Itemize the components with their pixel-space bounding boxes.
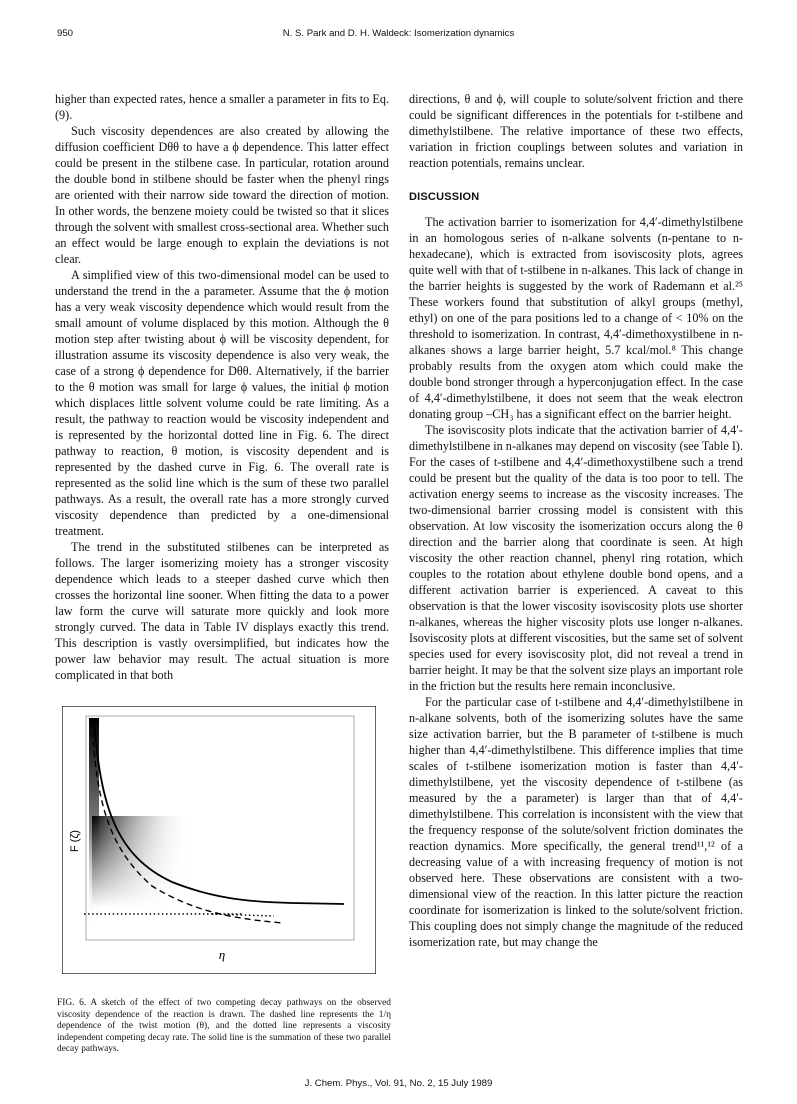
section-heading-discussion: DISCUSSION (409, 191, 480, 203)
left-paragraph-2: Such viscosity dependences are also created by allowing the diffusion coefficient Dθθ to have a ϕ dependence. This latter effect could be present in the stilbene case. In particular, rotation around the double bond in stilbene should be faster when the phenyl rings are oriented with their narrow side toward the direction of motion. In other words, the benzene moiety could be twisted so that it slices through the solvent with smallest cross-sectional area. Whether such an effect would be large enough to explain the deviations is not clear. (55, 124, 389, 266)
right-paragraph-3: The isoviscosity plots indicate that the activation barrier of 4,4′-dimethylstilbene in n-alkanes may depend on viscosity (see Table I). For the cases of t-stilbene and 4,4′-dimethoxystilbene such a trend could be present but the quality of the data is too poor to tell. The activation energy seems to increase as the viscosity increases. The two-dimensional barrier crossing model is consistent with this observation. At low viscosity the isomerization occurs along the θ direction and the barrier along that coordinate is seen. At high viscosity the other reaction channel, phenyl ring rotation, which couples to the rotation about ethylene double bond opens, and a different activation barrier is experienced. A caveat to this observation is that the lower viscosity isoviscosity plots use shorter n-alkanes, whereas the higher viscosity plots use longer n-alkanes. Isoviscosity plots at different viscosities, but the same set of solvent species used for every isoviscosity plot, did not reveal a trend in barrier height. It may be that the solvent size plays an important role in the friction but the results here remain inconclusive. (409, 423, 743, 693)
running-header (0, 28, 797, 44)
left-column (55, 91, 389, 683)
right-column (409, 91, 743, 950)
figure-caption: FIG. 6. A sketch of the effect of two competing decay pathways on the observed viscosity dependence of the reaction is drawn. The dashed line represents the 1/η dependence of the twist motion (θ), and the dotted line represents a viscosity independent competing decay rate. The solid line is the summation of these two parallel decay pathways. (57, 998, 391, 1055)
right-paragraph-1: directions, θ and ϕ, will couple to solute/solvent friction and there could be significant differences in the potentials for t-stilbene and dimethylstilbene. The relative importance of these two effects, variation in friction couplings between solutes and variation in reaction potentials, remains unclear. (409, 92, 743, 170)
left-paragraph-4: The trend in the substituted stilbenes can be interpreted as follows. The larger isomerizing moiety has a stronger viscosity dependence which leads to a steeper dashed curve which then crosses the horizontal line sooner. When fitting the data to a power law form the curve will saturate more quickly and look more strongly curved. The data in Table IV displays exactly this trend. This description is vastly oversimplified, but indicates how the power law behavior may result. The actual situation is more complicated in that both (55, 540, 389, 682)
figure-6 (62, 706, 376, 974)
running-title: N. S. Park and D. H. Waldeck: Isomerization dynamics (282, 28, 515, 39)
right-paragraph-2: The activation barrier to isomerization for 4,4′-dimethylstilbene in an homologous series of n-alkane solvents (n-pentane to n-hexadecane), which is extracted from isoviscosity plots, agrees quite well with that of t-stilbene in n-alkanes. This lack of change in the barrier heights is suggested by the work of Rademann et al.²⁵ These workers found that substitution of alkyl groups (methyl, ethyl) on one of the para positions led to a change of < 10% on the threshold to isomerization. In contrast, 4,4′-dimethoxystilbene in n-alkanes shows a large barrier height, 5.7 kcal/mol.⁸ This change probably results from the oxygen atom which could make the double bond stronger through a hyperconjugation effect. In the case of 4,4′-dimethylstilbene, it does not seem that the weak electron donating group –CH₃ has a significant effect on the barrier height. (409, 215, 743, 421)
journal-citation-footer: J. Chem. Phys., Vol. 91, No. 2, 15 July 1989 (304, 1078, 493, 1089)
left-paragraph-1: higher than expected rates, hence a smaller a parameter in fits to Eq. (9). (55, 92, 389, 122)
figure-6-sketch (62, 706, 376, 974)
x-axis-label: η (218, 947, 226, 962)
y-axis-label: F (ζ) (69, 830, 81, 852)
left-paragraph-3: A simplified view of this two-dimensional model can be used to understand the trend in the a parameter. Assume that the ϕ motion has a very weak viscosity dependence which would result from the small amount of volume displaced by this motion. Although the θ motion step after twisting about ϕ will be viscosity dependent, for illustration assume its viscosity dependence is also very weak, the case of a strong ϕ dependence for Dθθ. Alternatively, if the barrier to the θ motion was small for large ϕ values, the initial ϕ motion which displaces little solvent volume could be rate limiting. As a result, the pathway to reaction would be viscosity independent and is represented by the horizontal dotted line in Fig. 6. The direct pathway to reaction, θ motion, is viscosity dependent and is represented by the dashed curve in Fig. 6. The overall rate is represented as the solid line which is the sum of these two parallel pathways. As a result, the overall rate has a more strongly curved viscosity dependence than predicted by a one-dimensional treatment. (55, 268, 389, 538)
dotted-line-tail (212, 914, 274, 916)
right-paragraph-4: For the particular case of t-stilbene and 4,4′-dimethylstilbene in n-alkane solvents, both of the isomerizing solutes have the same size activation barrier, but the B parameter of t-stilbene is much higher than 4,4′-dimethylstilbene. This difference implies that time scales of t-stilbene isomerization motion is faster than 4,4′-dimethylstilbene, yet the viscosity dependence of t-stilbene (as measured by the a parameter) is larger than that of 4,4′-dimethylstilbene. This correlation is inconsistent with the view that the frequency response of the solute/solvent friction dominates the reaction dynamics. More specifically, the general trend¹¹,¹² of a decreasing value of a with increasing frequency of motion is not observed here. These observations are consistent with a two-dimensional view of the reaction. In this latter picture the reaction coordinate for isomerization is linked to the solute/solvent friction. This coupling does not simply change the magnitude of the reduced isomerization rate, but may change the (409, 695, 743, 949)
page-number: 950 (57, 28, 74, 39)
